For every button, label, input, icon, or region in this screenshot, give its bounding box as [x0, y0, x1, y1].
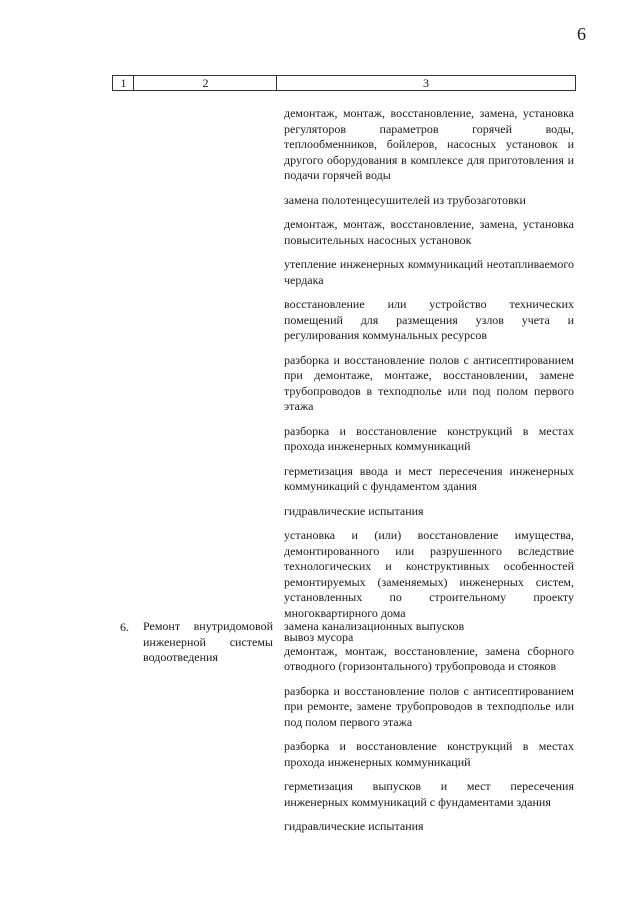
work-item: установка и (или) восстановление имущества, демонтированного или разрушенного вследствие технологических и конструктивных особенностей ремонтируемых (заменяемых) инженерных систем, установленных по строительному проекту многоквартирного дома	[284, 528, 574, 620]
work-item: восстановление или устройство технических помещений для размещения узлов учета и регулирования коммунальных ресурсов	[284, 297, 574, 342]
page-number: 6	[577, 24, 586, 44]
work-item: гидравлические испытания	[284, 819, 424, 833]
continuation-items	[284, 106, 574, 655]
work-item: демонтаж, монтаж, восстановление, замена, установка повысительных насосных установок	[284, 217, 574, 247]
work-item: вывоз мусора	[284, 630, 354, 644]
work-item: разборка и восстановление полов с антисептированием при ремонте, замене трубопроводов в техподполье или под полом первого этажа	[284, 683, 574, 729]
work-item: замена канализационных выпусков	[284, 619, 465, 633]
header-col-3: 3	[276, 75, 576, 91]
work-item: замена полотенцесушителей из трубозаготовки	[284, 192, 526, 207]
work-item: утепление инженерных коммуникаций неотапливаемого чердака	[284, 257, 574, 287]
work-item: гидравлические испытания	[284, 503, 424, 518]
work-item: разборка и восстановление конструкций в местах прохода инженерных коммуникаций	[284, 739, 574, 769]
work-item: демонтаж, монтаж, восстановление, замена сборного отводного (горизонтального) трубопровода и стояков	[284, 643, 574, 673]
work-item: разборка и восстановление конструкций в местах прохода инженерных коммуникаций	[284, 423, 574, 453]
header-col-1: 1	[112, 75, 134, 91]
header-col-2: 2	[133, 75, 277, 91]
row-title: Ремонт внутридомовой инженерной системы водоотведения	[143, 619, 273, 664]
work-item: разборка и восстановление полов с антисептированием при демонтаже, монтаже, восстановлении, замене трубопроводов в техподполье или под полом первого этажа	[284, 352, 574, 413]
row-number: 6.	[120, 620, 129, 634]
work-item: герметизация выпусков и мест пересечения инженерных коммуникаций с фундаментами здания	[284, 779, 574, 809]
row-6-items	[284, 619, 574, 844]
work-item: герметизация ввода и мест пересечения инженерных коммуникаций с фундаментом здания	[284, 463, 574, 493]
work-item: демонтаж, монтаж, восстановление, замена, установка регуляторов параметров горячей воды, теплообменников, бойлеров, насосных установок и другого оборудования в комплексе для приготовления и подачи горячей воды	[284, 106, 574, 182]
